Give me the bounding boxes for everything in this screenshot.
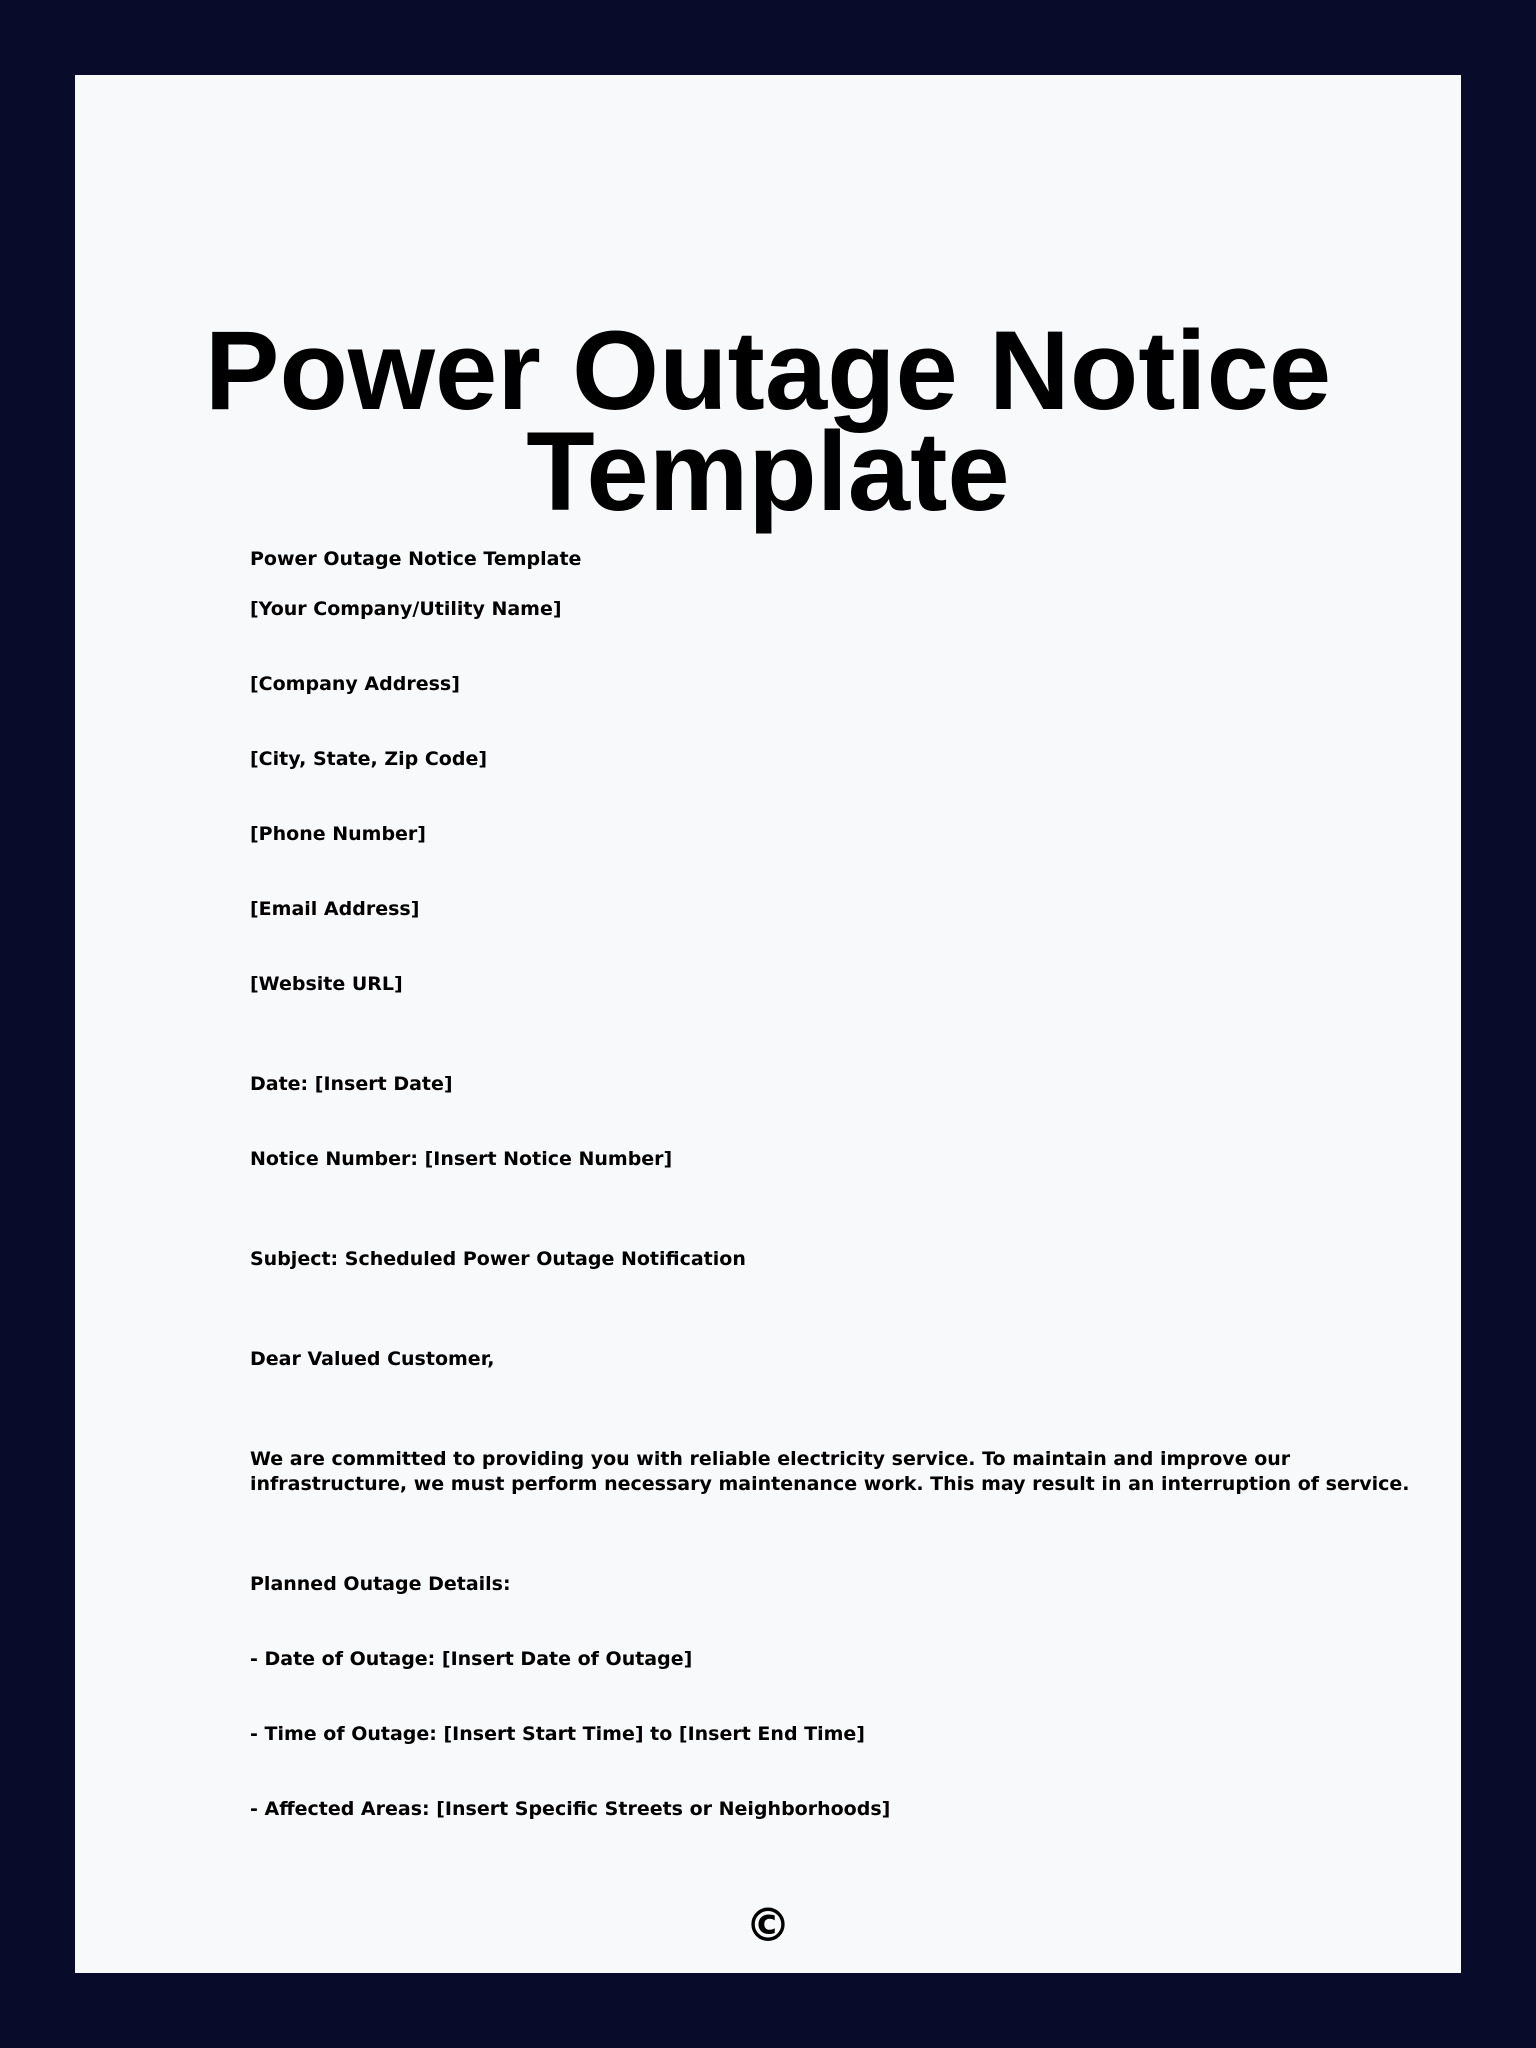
document-title bbox=[75, 308, 1461, 534]
subtitle: Power Outage Notice Template bbox=[250, 548, 582, 570]
body-paragraph bbox=[250, 1447, 1410, 1497]
body-line-1: We are committed to providing you with reliable electricity service. To maintain and improve our bbox=[250, 1448, 1291, 1470]
company-email: [Email Address] bbox=[250, 898, 420, 920]
company-phone: [Phone Number] bbox=[250, 823, 426, 845]
document-page bbox=[75, 75, 1461, 1973]
title-line-1: Power Outage Notice bbox=[204, 308, 1332, 433]
body-line-2: infrastructure, we must perform necessary maintenance work. This may result in an interruption of service. bbox=[250, 1473, 1410, 1495]
notice-number: Notice Number: [Insert Notice Number] bbox=[250, 1148, 673, 1170]
detail-areas: - Affected Areas: [Insert Specific Streets or Neighborhoods] bbox=[250, 1798, 891, 1820]
details-heading: Planned Outage Details: bbox=[250, 1573, 511, 1595]
company-city-state-zip: [City, State, Zip Code] bbox=[250, 748, 488, 770]
notice-date: Date: [Insert Date] bbox=[250, 1073, 453, 1095]
copyright-icon: © bbox=[745, 1898, 791, 1952]
detail-time: - Time of Outage: [Insert Start Time] to [Insert End Time] bbox=[250, 1723, 865, 1745]
company-website: [Website URL] bbox=[250, 973, 403, 995]
company-address: [Company Address] bbox=[250, 673, 460, 695]
salutation: Dear Valued Customer, bbox=[250, 1348, 495, 1370]
company-name: [Your Company/Utility Name] bbox=[250, 598, 562, 620]
detail-date: - Date of Outage: [Insert Date of Outage] bbox=[250, 1648, 693, 1670]
title-line-2: Template bbox=[526, 409, 1010, 534]
notice-subject: Subject: Scheduled Power Outage Notification bbox=[250, 1248, 746, 1270]
